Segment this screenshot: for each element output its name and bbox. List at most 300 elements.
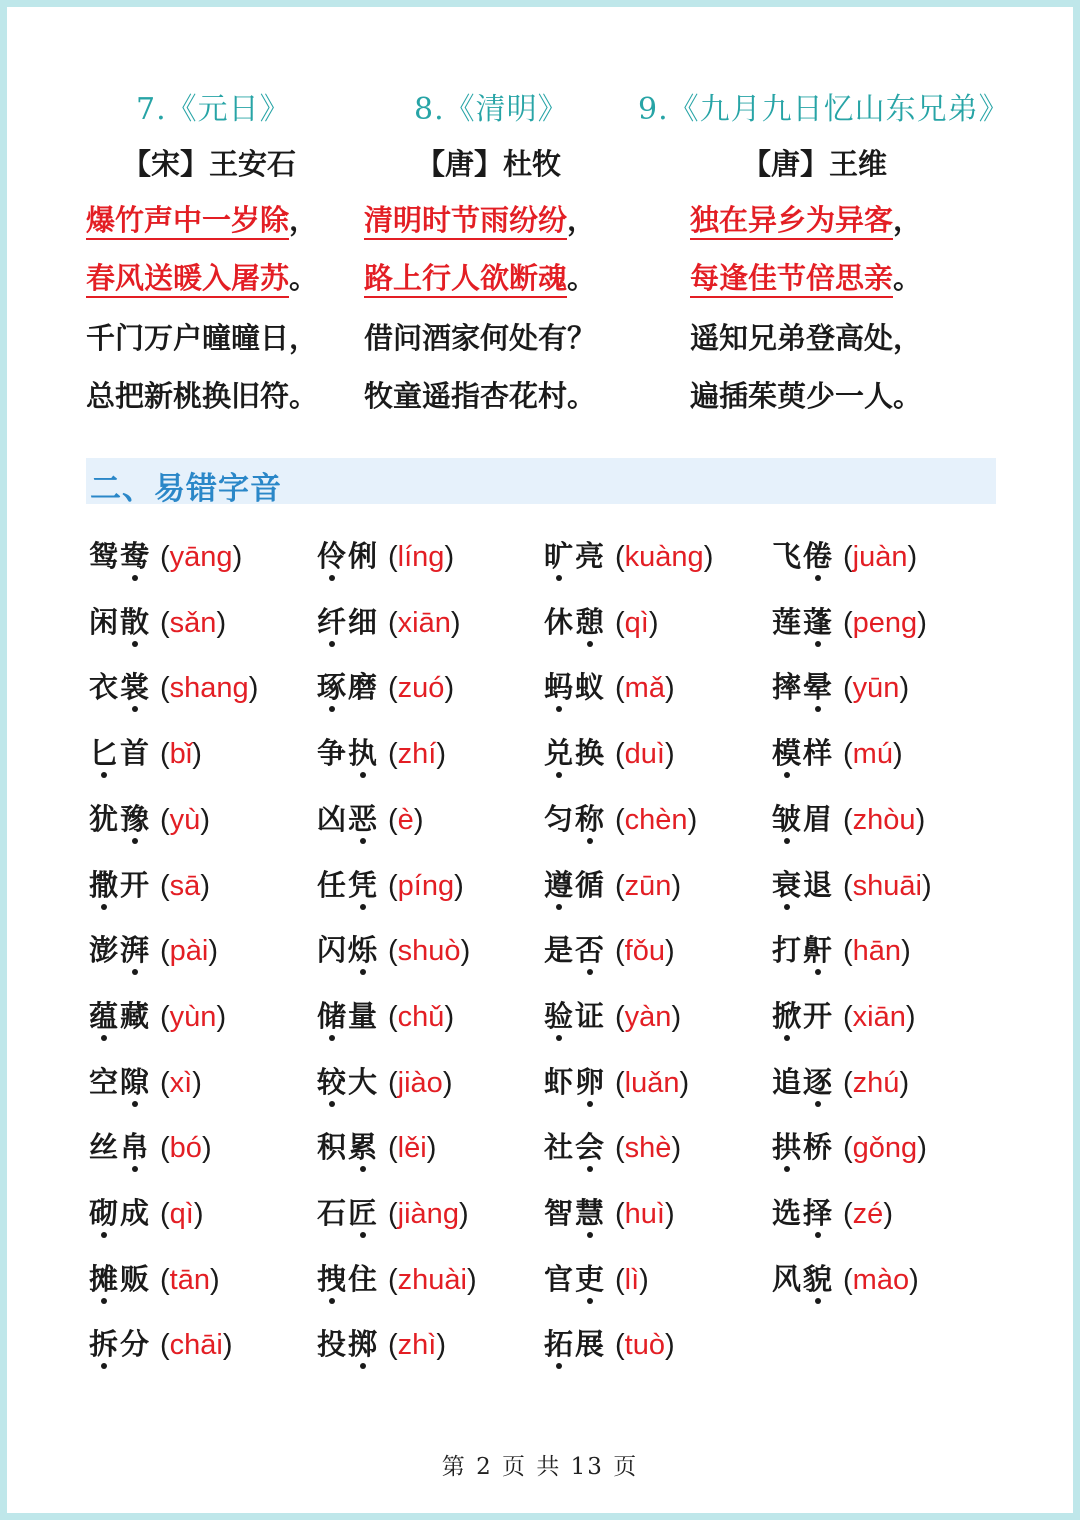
marked-character: 琢 xyxy=(316,667,347,707)
poem-title: 9.《九月九日忆山东兄弟》 xyxy=(638,92,1010,127)
poem-line-punct: ， xyxy=(893,321,923,355)
word-entry xyxy=(543,1324,675,1364)
pinyin-value: tān xyxy=(169,1264,210,1296)
pinyin-value: pài xyxy=(169,935,209,967)
marked-character: 貌 xyxy=(802,1259,833,1299)
poem-line-punct: 。 xyxy=(567,261,597,295)
word xyxy=(88,736,150,770)
word-entry xyxy=(543,1127,681,1167)
word xyxy=(88,1262,150,1296)
pinyin-value: píng xyxy=(397,870,455,902)
word-entry xyxy=(771,602,927,642)
character: 丝 xyxy=(88,1130,118,1164)
character: 虾 xyxy=(543,1065,573,1099)
word xyxy=(316,1130,378,1164)
poem-line xyxy=(364,320,596,356)
word-entry xyxy=(771,1259,919,1299)
pinyin: (yūn) xyxy=(843,672,910,704)
word xyxy=(543,868,605,902)
character: 循 xyxy=(574,868,604,902)
character: 凶 xyxy=(316,802,346,836)
pinyin: (chǔ) xyxy=(388,1001,455,1033)
word-entry xyxy=(316,1127,436,1167)
marked-character: 拆 xyxy=(88,1324,119,1364)
character: 智 xyxy=(543,1196,573,1230)
marked-character: 伶 xyxy=(316,536,347,576)
page-footer: 第 2 页 共 13 页 xyxy=(441,1454,639,1480)
word-entry xyxy=(316,1062,453,1102)
word xyxy=(316,999,378,1033)
pinyin-value: shuò xyxy=(397,935,461,967)
word-entry xyxy=(88,1324,233,1364)
poem-author: 【宋】王安石 xyxy=(122,147,297,181)
poem-line-text: 千门万户曈曈日 xyxy=(86,321,290,355)
pinyin-value: zhì xyxy=(397,1329,437,1361)
pinyin-value: yàn xyxy=(624,1001,672,1033)
pinyin-value: kuàng xyxy=(624,541,704,573)
pinyin-value: shuāi xyxy=(852,870,922,902)
marked-character: 湃 xyxy=(119,930,150,970)
character: 石 xyxy=(316,1196,346,1230)
word-entry xyxy=(316,1259,477,1299)
poem-line-punct: 。 xyxy=(567,379,597,413)
marked-character: 验 xyxy=(543,996,574,1036)
pinyin-value: líng xyxy=(397,541,445,573)
pinyin-value: luǎn xyxy=(624,1067,680,1099)
word-entry xyxy=(88,536,242,576)
word-entry xyxy=(316,799,423,839)
marked-character: 较 xyxy=(316,1062,347,1102)
marked-character: 慧 xyxy=(574,1193,605,1233)
pinyin: (qì) xyxy=(615,607,659,639)
pinyin: (xiān) xyxy=(388,607,461,639)
poem-line xyxy=(86,260,318,296)
pinyin-value: xiān xyxy=(852,1001,906,1033)
character: 量 xyxy=(347,999,377,1033)
character: 犹 xyxy=(88,802,118,836)
marked-character: 称 xyxy=(574,799,605,839)
word-entry xyxy=(88,1062,202,1102)
word-entry xyxy=(771,865,932,905)
pinyin-value: zuó xyxy=(397,672,445,704)
character: 莲 xyxy=(771,605,801,639)
word xyxy=(543,736,605,770)
pinyin: (jiào) xyxy=(388,1067,453,1099)
pinyin-value: shè xyxy=(624,1132,672,1164)
word xyxy=(771,999,833,1033)
marked-character: 砌 xyxy=(88,1193,119,1233)
pinyin-value: gǒng xyxy=(852,1132,918,1164)
pinyin: (jiàng) xyxy=(388,1198,469,1230)
word xyxy=(771,670,833,704)
word xyxy=(88,1065,150,1099)
word-entry xyxy=(543,996,681,1036)
pinyin-value: chèn xyxy=(624,804,688,836)
pinyin-value: tuò xyxy=(624,1329,665,1361)
word-entry xyxy=(543,602,659,642)
word-entry xyxy=(88,733,202,773)
word-entry xyxy=(771,1127,927,1167)
pinyin: (juàn) xyxy=(843,541,918,573)
character: 桥 xyxy=(802,1130,832,1164)
pinyin: (shuò) xyxy=(388,935,471,967)
word xyxy=(88,1130,150,1164)
poem-line-punct: ， xyxy=(289,321,319,355)
word-entry xyxy=(316,733,446,773)
word xyxy=(316,1327,378,1361)
marked-character: 卵 xyxy=(574,1062,605,1102)
pinyin: (shuāi) xyxy=(843,870,932,902)
poem-line-punct: 。 xyxy=(893,379,923,413)
poem-line-text: 独在异乡为异客 xyxy=(690,203,893,240)
word-entry xyxy=(316,865,464,905)
pinyin: (sǎn) xyxy=(160,607,227,639)
character: 积 xyxy=(316,1130,346,1164)
marked-character: 执 xyxy=(347,733,378,773)
poem-line xyxy=(86,202,318,238)
pinyin-value: juàn xyxy=(852,541,908,573)
character: 换 xyxy=(574,736,604,770)
poem-line-text: 路上行人欲断魂 xyxy=(364,261,567,298)
marked-character: 恶 xyxy=(347,799,378,839)
poem-line-text: 遍插茱萸少一人 xyxy=(690,379,894,413)
word xyxy=(88,802,150,836)
pinyin-value: jiàng xyxy=(397,1198,459,1230)
word xyxy=(771,1130,833,1164)
word xyxy=(316,1196,378,1230)
word xyxy=(316,802,378,836)
pinyin-value: jiào xyxy=(397,1067,443,1099)
marked-character: 否 xyxy=(574,930,605,970)
word xyxy=(771,1262,833,1296)
pinyin: (píng) xyxy=(388,870,464,902)
pinyin: (huì) xyxy=(615,1198,675,1230)
pinyin-value: mú xyxy=(852,738,893,770)
marked-character: 撒 xyxy=(88,865,119,905)
pinyin-value: lěi xyxy=(397,1132,427,1164)
marked-character: 拽 xyxy=(316,1259,347,1299)
marked-character: 遵 xyxy=(543,865,574,905)
word xyxy=(316,1262,378,1296)
word xyxy=(543,1130,605,1164)
pinyin: (luǎn) xyxy=(615,1067,690,1099)
word xyxy=(316,736,378,770)
pinyin: (qì) xyxy=(160,1198,204,1230)
character: 鸳 xyxy=(88,539,118,573)
poem-title: 7.《元日》 xyxy=(136,92,291,127)
pinyin: (lì) xyxy=(615,1264,649,1296)
pinyin: (shè) xyxy=(615,1132,682,1164)
poem-line-punct: ， xyxy=(289,203,319,237)
pinyin-value: yūn xyxy=(852,672,900,704)
character: 分 xyxy=(119,1327,149,1361)
poem-title: 8.《清明》 xyxy=(414,92,569,127)
word xyxy=(771,1196,833,1230)
word-entry xyxy=(771,667,909,707)
section-title: 二、易错字音 xyxy=(90,471,282,507)
pinyin: (sā) xyxy=(160,870,210,902)
word xyxy=(543,539,605,573)
word-entry xyxy=(316,996,454,1036)
character: 蚁 xyxy=(574,670,604,704)
word-entry xyxy=(88,1127,212,1167)
pinyin-value: fǒu xyxy=(624,935,665,967)
marked-character: 掀 xyxy=(771,996,802,1036)
pinyin-value: zūn xyxy=(624,870,672,902)
pinyin: (zhú) xyxy=(843,1067,910,1099)
pinyin-value: yù xyxy=(169,804,201,836)
character: 住 xyxy=(347,1262,377,1296)
marked-character: 衰 xyxy=(771,865,802,905)
word-entry xyxy=(316,1193,469,1233)
word xyxy=(88,605,150,639)
word-entry xyxy=(771,536,917,576)
word xyxy=(88,1196,150,1230)
poem-line xyxy=(86,320,318,356)
marked-character: 蚂 xyxy=(543,667,574,707)
word-entry xyxy=(316,667,454,707)
word xyxy=(543,670,605,704)
word-entry xyxy=(88,602,226,642)
word xyxy=(543,1196,605,1230)
character: 展 xyxy=(574,1327,604,1361)
word-entry xyxy=(316,536,454,576)
pinyin: (gǒng) xyxy=(843,1132,927,1164)
marked-character: 蕴 xyxy=(88,996,119,1036)
marked-character: 旷 xyxy=(543,536,574,576)
character: 追 xyxy=(771,1065,801,1099)
pinyin: (tān) xyxy=(160,1264,220,1296)
word-entry xyxy=(543,1062,689,1102)
marked-character: 蓬 xyxy=(802,602,833,642)
poem-line-punct: ？ xyxy=(567,321,597,355)
pinyin-value: yāng xyxy=(169,541,233,573)
word xyxy=(771,736,833,770)
poem-line xyxy=(690,260,922,296)
character: 贩 xyxy=(119,1262,149,1296)
poem-line xyxy=(690,378,922,414)
pinyin-value: mǎ xyxy=(624,672,665,704)
pinyin: (duì) xyxy=(615,738,675,770)
pinyin: (yùn) xyxy=(160,1001,227,1033)
marked-character: 储 xyxy=(316,996,347,1036)
character: 风 xyxy=(771,1262,801,1296)
character: 衣 xyxy=(88,670,118,704)
poem-line xyxy=(690,320,922,356)
section-header xyxy=(86,458,996,507)
character: 休 xyxy=(543,605,573,639)
word xyxy=(771,605,833,639)
poem-author: 【唐】王维 xyxy=(742,147,888,181)
pinyin-value: chāi xyxy=(169,1329,223,1361)
character: 空 xyxy=(88,1065,118,1099)
word xyxy=(88,868,150,902)
word-entry xyxy=(543,733,675,773)
pinyin: (zhí) xyxy=(388,738,447,770)
pinyin: (mú) xyxy=(843,738,903,770)
word-entry xyxy=(771,1062,909,1102)
marked-character: 掷 xyxy=(347,1324,378,1364)
character: 首 xyxy=(119,736,149,770)
word-entry xyxy=(543,1259,649,1299)
pinyin-value: peng xyxy=(852,607,918,639)
pinyin-value: qì xyxy=(169,1198,194,1230)
pinyin: (hān) xyxy=(843,935,911,967)
marked-character: 晕 xyxy=(802,667,833,707)
poem-author: 【唐】杜牧 xyxy=(416,147,562,181)
marked-character: 憩 xyxy=(574,602,605,642)
marked-character: 逐 xyxy=(802,1062,833,1102)
character: 开 xyxy=(802,999,832,1033)
word xyxy=(88,539,150,573)
pinyin: (zūn) xyxy=(615,870,682,902)
marked-character: 兑 xyxy=(543,733,574,773)
pinyin-value: zhòu xyxy=(852,804,916,836)
word xyxy=(316,670,378,704)
pinyin-value: zhí xyxy=(397,738,437,770)
marked-character: 裳 xyxy=(119,667,150,707)
character: 任 xyxy=(316,868,346,902)
pinyin-value: bǐ xyxy=(169,738,193,770)
character: 打 xyxy=(771,933,801,967)
character: 闲 xyxy=(88,605,118,639)
pinyin-value: è xyxy=(397,804,414,836)
pinyin: (bó) xyxy=(160,1132,212,1164)
marked-character: 帛 xyxy=(119,1127,150,1167)
word-entry xyxy=(543,865,681,905)
word xyxy=(88,999,150,1033)
poem-line-punct: ， xyxy=(567,203,597,237)
word-entry xyxy=(771,930,911,970)
pinyin-value: zhú xyxy=(852,1067,900,1099)
word xyxy=(771,868,833,902)
pinyin-value: zhuài xyxy=(397,1264,467,1296)
poem-line-text: 爆竹声中一岁除 xyxy=(86,203,289,240)
character: 藏 xyxy=(119,999,149,1033)
character: 眉 xyxy=(802,802,832,836)
character: 样 xyxy=(802,736,832,770)
word xyxy=(543,1065,605,1099)
word xyxy=(88,1327,150,1361)
word xyxy=(88,670,150,704)
character: 证 xyxy=(574,999,604,1033)
word-entry xyxy=(771,733,903,773)
pinyin-value: zé xyxy=(852,1198,884,1230)
character: 闪 xyxy=(316,933,346,967)
character: 飞 xyxy=(771,539,801,573)
word xyxy=(543,999,605,1033)
marked-character: 摊 xyxy=(88,1259,119,1299)
poem-line-punct: ， xyxy=(893,203,923,237)
word xyxy=(771,802,833,836)
pinyin: (yāng) xyxy=(160,541,243,573)
marked-character: 纤 xyxy=(316,602,347,642)
word-entry xyxy=(543,667,675,707)
word-entry xyxy=(88,996,226,1036)
word-entry xyxy=(771,996,916,1036)
pinyin: (chāi) xyxy=(160,1329,233,1361)
character: 争 xyxy=(316,736,346,770)
word-entry xyxy=(88,799,210,839)
word xyxy=(543,1327,605,1361)
poem-line xyxy=(364,202,596,238)
poem-line xyxy=(364,260,596,296)
pinyin: (zé) xyxy=(843,1198,893,1230)
word-entry xyxy=(771,799,925,839)
pinyin: (bǐ) xyxy=(160,738,202,770)
word-entry xyxy=(316,602,461,642)
pinyin: (xì) xyxy=(160,1067,202,1099)
marked-character: 鸯 xyxy=(119,536,150,576)
word xyxy=(316,868,378,902)
word-entry xyxy=(88,930,218,970)
word-entry xyxy=(316,1324,446,1364)
character: 澎 xyxy=(88,933,118,967)
marked-character: 匠 xyxy=(347,1193,378,1233)
poem-line-text: 每逢佳节倍思亲 xyxy=(690,261,893,298)
character: 摔 xyxy=(771,670,801,704)
character: 退 xyxy=(802,868,832,902)
character: 大 xyxy=(347,1065,377,1099)
pinyin-value: yùn xyxy=(169,1001,217,1033)
poem-line xyxy=(86,378,318,414)
poem-line xyxy=(690,202,922,238)
pinyin-value: xiān xyxy=(397,607,451,639)
pinyin-value: bó xyxy=(169,1132,202,1164)
pinyin-value: hān xyxy=(852,935,902,967)
marked-character: 隙 xyxy=(119,1062,150,1102)
pinyin-value: mào xyxy=(852,1264,910,1296)
marked-character: 鼾 xyxy=(802,930,833,970)
character: 官 xyxy=(543,1262,573,1296)
character: 投 xyxy=(316,1327,346,1361)
marked-character: 累 xyxy=(347,1127,378,1167)
pinyin: (zuó) xyxy=(388,672,455,704)
word xyxy=(543,802,605,836)
pinyin-value: duì xyxy=(624,738,665,770)
character: 成 xyxy=(119,1196,149,1230)
pinyin-value: sā xyxy=(169,870,201,902)
word xyxy=(316,539,378,573)
pinyin-value: shang xyxy=(169,672,249,704)
pinyin: (zhòu) xyxy=(843,804,926,836)
character: 开 xyxy=(119,868,149,902)
character: 匀 xyxy=(543,802,573,836)
word-entry xyxy=(543,799,697,839)
pinyin: (xiān) xyxy=(843,1001,916,1033)
poem-line-punct: 。 xyxy=(289,379,319,413)
marked-character: 拱 xyxy=(771,1127,802,1167)
character: 是 xyxy=(543,933,573,967)
marked-character: 烁 xyxy=(347,930,378,970)
word-entry xyxy=(88,1259,220,1299)
marked-character: 凭 xyxy=(347,865,378,905)
word xyxy=(771,1065,833,1099)
poem-line-text: 牧童遥指杏花村 xyxy=(364,379,568,413)
pinyin-value: huì xyxy=(624,1198,665,1230)
word-entry xyxy=(543,1193,675,1233)
marked-character: 会 xyxy=(574,1127,605,1167)
marked-character: 豫 xyxy=(119,799,150,839)
character: 俐 xyxy=(347,539,377,573)
pinyin-value: lì xyxy=(624,1264,640,1296)
marked-character: 模 xyxy=(771,733,802,773)
poem-line-text: 清明时节雨纷纷 xyxy=(364,203,567,240)
word xyxy=(543,933,605,967)
marked-character: 吏 xyxy=(574,1259,605,1299)
poem-line-punct: 。 xyxy=(893,261,923,295)
word xyxy=(316,605,378,639)
